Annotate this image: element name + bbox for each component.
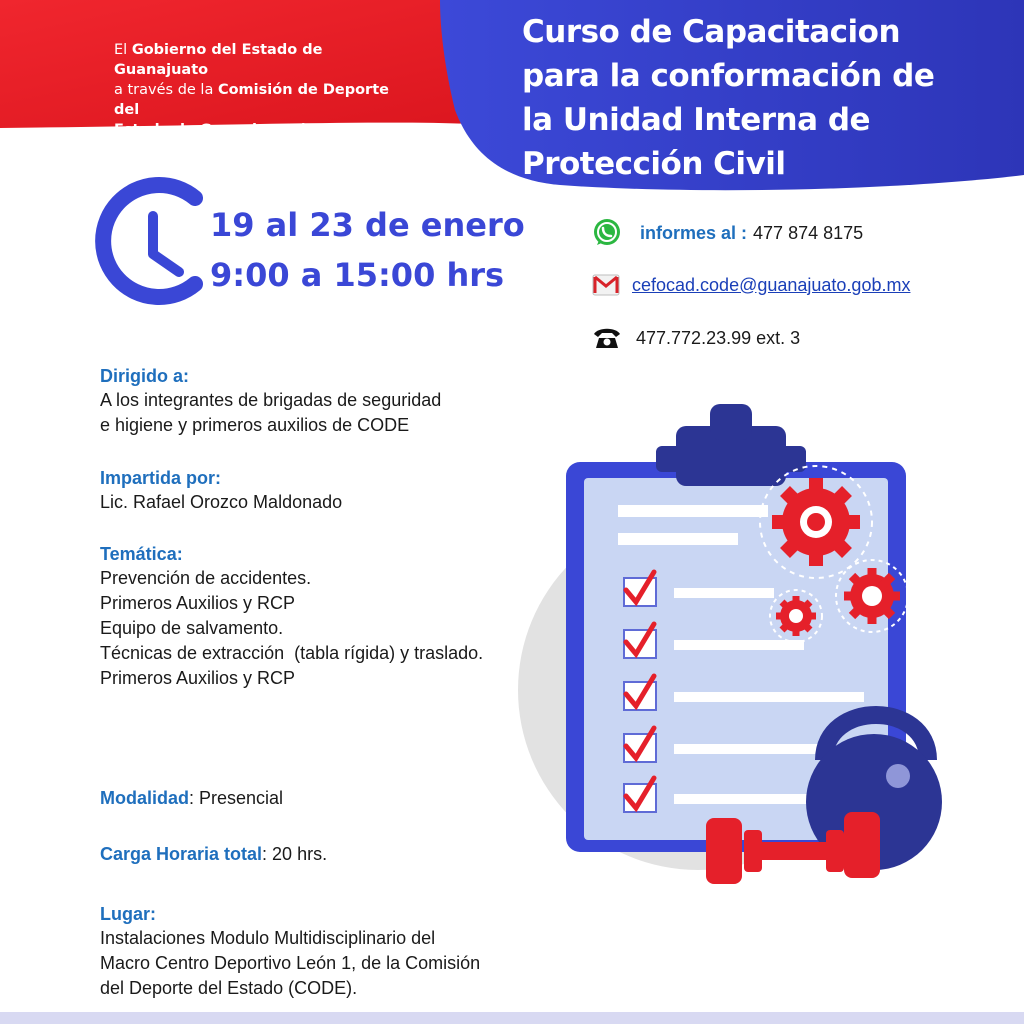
contact-whatsapp <box>592 218 863 248</box>
whatsapp-label: informes al : <box>640 222 748 243</box>
title-line: para la conformación de <box>522 58 935 94</box>
impartida-value: Lic. Rafael Orozco Maldonado <box>100 492 343 512</box>
header-intro <box>114 40 414 160</box>
telephone-icon <box>592 326 622 350</box>
schedule-dates: 19 al 23 de enero <box>210 206 525 244</box>
lugar-line: del Deporte del Estado (CODE). <box>100 978 358 998</box>
email-link[interactable]: cefocad.code@guanajuato.gob.mx <box>632 274 911 295</box>
schedule <box>210 200 525 300</box>
convoca-text: CONVOCA: <box>114 142 217 157</box>
impartida-label: Impartida por: <box>100 468 222 488</box>
section-carga-horaria <box>100 844 327 865</box>
title-line: Protección Civil <box>522 146 786 182</box>
schedule-hours: 9:00 a 15:00 hrs <box>210 256 505 294</box>
intro-line-2: a través de la Comisión de Deporte del <box>114 82 389 118</box>
section-impartida <box>100 466 550 515</box>
modalidad-value: : Presencial <box>189 788 284 808</box>
section-lugar <box>100 902 580 1001</box>
phone-number: 477.772.23.99 ext. 3 <box>636 327 801 348</box>
intro-line-3: Estado de Guanajuato (CODE) <box>114 122 358 138</box>
lugar-line: Instalaciones Modulo Multidisciplinario del <box>100 928 436 948</box>
dirigido-line: A los integrantes de brigadas de seguridad <box>100 390 442 410</box>
title-line: la Unidad Interna de <box>522 102 871 138</box>
tematica-label: Temática: <box>100 544 183 564</box>
section-dirigido <box>100 364 550 438</box>
whatsapp-icon <box>592 218 622 248</box>
contact-email <box>592 274 910 296</box>
title-line: Curso de Capacitacion <box>522 14 901 50</box>
lugar-line: Macro Centro Deportivo León 1, de la Comisión <box>100 953 481 973</box>
carga-value: : 20 hrs. <box>262 844 328 864</box>
course-title <box>522 10 1022 186</box>
section-modalidad <box>100 788 283 809</box>
contact-phone <box>592 326 800 350</box>
section-tematica <box>100 542 570 691</box>
tematica-item: Técnicas de extracción (tabla rígida) y traslado. <box>100 643 484 663</box>
tematica-item: Primeros Auxilios y RCP <box>100 668 296 688</box>
intro-line-1: El Gobierno del Estado de Guanajuato <box>114 42 323 78</box>
carga-label: Carga Horaria total <box>100 844 263 864</box>
tematica-item: Equipo de salvamento. <box>100 618 284 638</box>
clock-icon <box>95 176 220 306</box>
bottom-strip <box>0 1012 1024 1024</box>
modalidad-label: Modalidad <box>100 788 189 808</box>
tematica-item: Prevención de accidentes. <box>100 568 312 588</box>
lugar-label: Lugar: <box>100 904 156 924</box>
mail-icon <box>592 274 620 296</box>
dirigido-line: e higiene y primeros auxilios de CODE <box>100 415 410 435</box>
dirigido-label: Dirigido a: <box>100 366 189 386</box>
whatsapp-number: 477 874 8175 <box>753 222 864 243</box>
tematica-item: Primeros Auxilios y RCP <box>100 593 296 613</box>
